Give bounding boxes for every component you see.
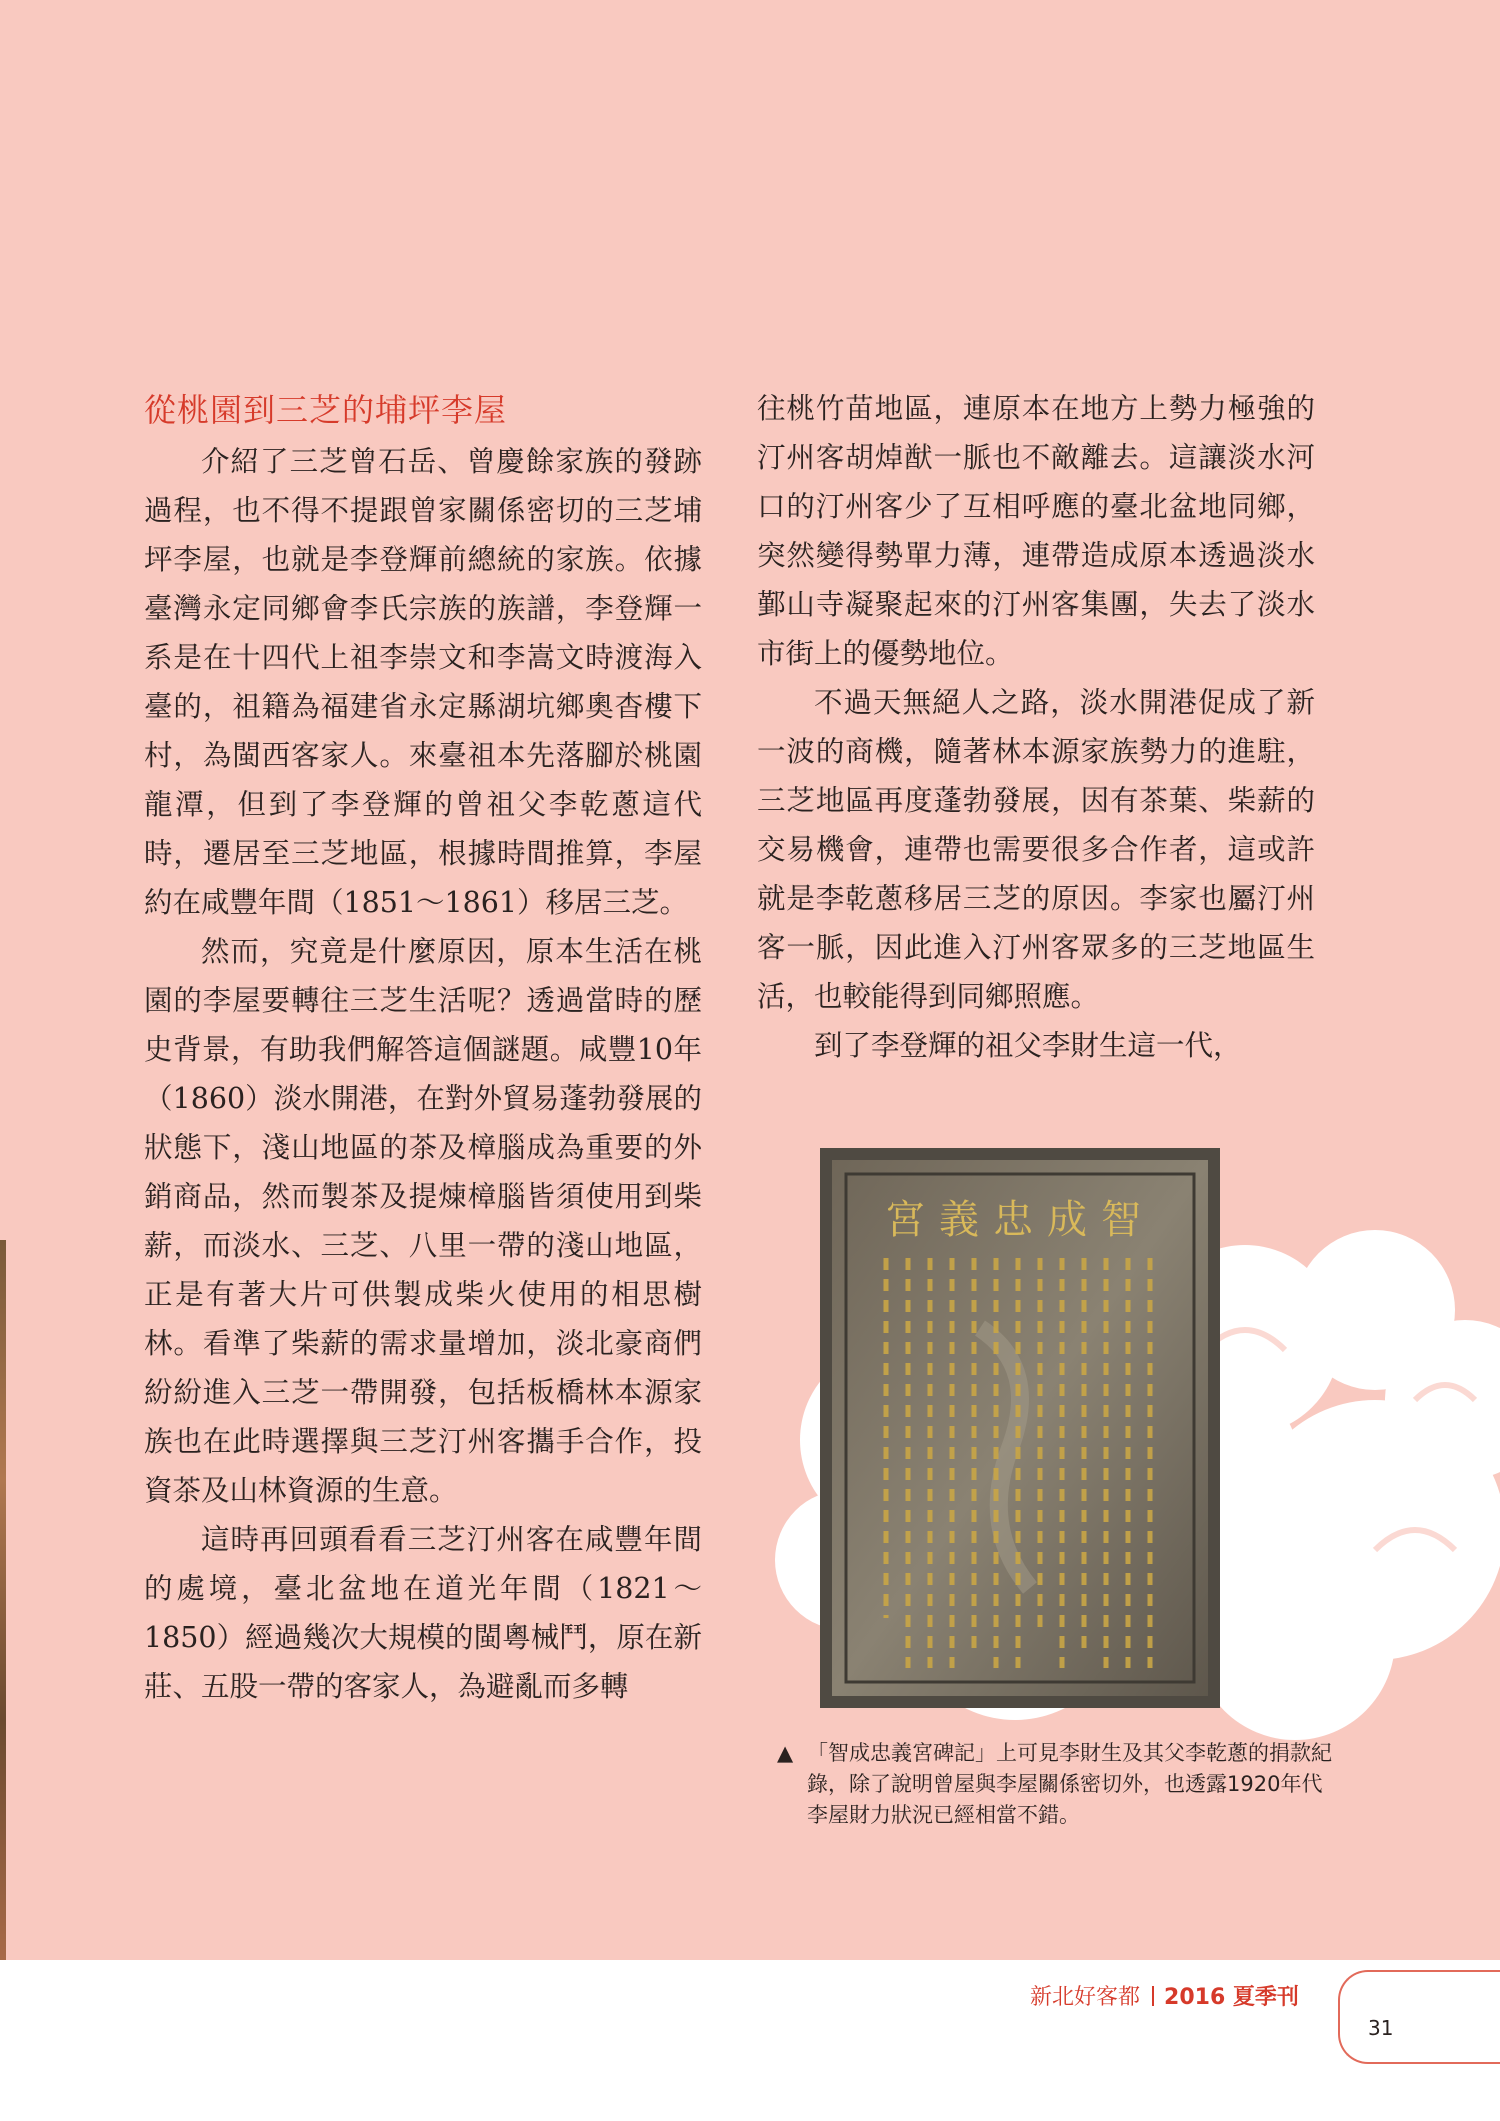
- section-heading: 從桃園到三芝的埔坪李屋: [144, 391, 508, 429]
- photo-caption: [777, 1738, 1337, 1831]
- paragraph: 這時再回頭看看三芝汀州客在咸豐年間的處境，臺北盆地在道光年間（1821～1850）經過幾次大規模的閩粵械鬥，原在新莊、五股一帶的客家人，為避亂而多轉: [144, 1523, 702, 1703]
- right-column: [757, 384, 1315, 1070]
- left-column: [144, 437, 702, 1711]
- magazine-name: 新北好客都: [1030, 1985, 1141, 2010]
- paragraph: 不過天無絕人之路，淡水開港促成了新一波的商機，隨著林本源家族勢力的進駐，三芝地區再度蓬勃發展，因有茶葉、柴薪的交易機會，連帶也需要很多合作者，這或許就是李乾蔥移居三芝的原因。李家也屬汀州客一脈，因此進入汀州客眾多的三芝地區生活，也較能得到同鄉照應。: [757, 686, 1315, 1013]
- page-number-frame: [1338, 1970, 1500, 2064]
- footer-magazine: [1030, 1980, 1299, 2011]
- paragraph: 介紹了三芝曾石岳、曾慶餘家族的發跡過程，也不得不提跟曾家關係密切的三芝埔坪李屋，也就是李登輝前總統的家族。依據臺灣永定同鄉會李氏宗族的族譜，李登輝一系是在十四代上祖李崇文和李嵩文時渡海入臺的，祖籍為福建省永定縣湖坑鄉奧杳樓下村，為閩西客家人。來臺祖本先落腳於桃園龍潭，但到了李登輝的曾祖父李乾蔥這代時，遷居至三芝地區，根據時間推算，李屋約在咸豐年間（1851～1861）移居三芝。: [144, 445, 702, 919]
- paragraph: 往桃竹苗地區，連原本在地方上勢力極強的汀州客胡焯猷一脈也不敵離去。這讓淡水河口的汀州客少了互相呼應的臺北盆地同鄉，突然變得勢單力薄，連帶造成原本透過淡水鄞山寺凝聚起來的汀州客集團，失去了淡水市街上的優勢地位。: [757, 392, 1315, 670]
- caption-text: 「智成忠義宮碑記」上可見李財生及其父李乾蔥的捐款紀錄，除了說明曾屋與李屋關係密切外，也透露1920年代李屋財力狀況已經相當不錯。: [807, 1741, 1332, 1827]
- paragraph: 到了李登輝的祖父李財生這一代，: [814, 1029, 1242, 1062]
- stone-tablet-photo: [820, 1148, 1220, 1708]
- divider: [1152, 1986, 1154, 2006]
- adjacent-photo-edge: [0, 1240, 6, 1960]
- page-number: 31: [1368, 2016, 1394, 2040]
- paragraph: 然而，究竟是什麼原因，原本生活在桃園的李屋要轉往三芝生活呢？透過當時的歷史背景，有助我們解答這個謎題。咸豐10年（1860）淡水開港，在對外貿易蓬勃發展的狀態下，淺山地區的茶及樟腦成為重要的外銷商品，然而製茶及提煉樟腦皆須使用到柴薪，而淡水、三芝、八里一帶的淺山地區，正是有著大片可供製成柴火使用的相思樹林。看準了柴薪的需求量增加，淡北豪商們紛紛進入三芝一帶開發，包括板橋林本源家族也在此時選擇與三芝汀州客攜手合作，投資茶及山林資源的生意。: [144, 935, 702, 1507]
- tablet-title: 智成忠義宮: [885, 1197, 1155, 1243]
- issue-label: 2016 夏季刊: [1164, 1985, 1299, 2010]
- triangle-icon: ▲: [777, 1741, 794, 1765]
